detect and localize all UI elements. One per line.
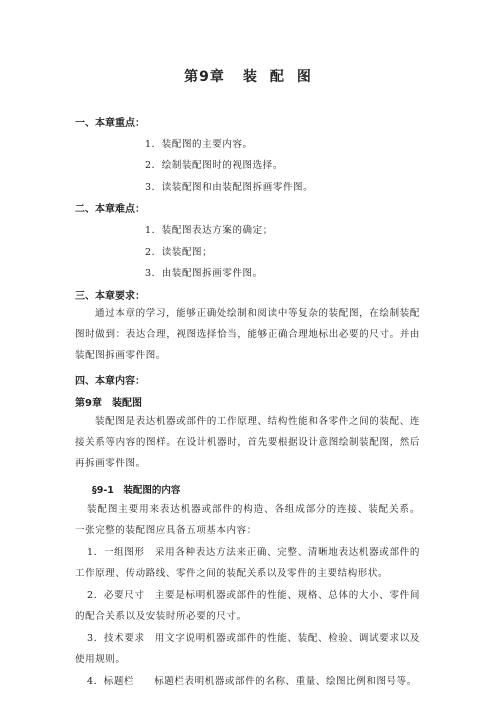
chapter-heading: 第9章 装配图 [75, 398, 142, 409]
section-heading: §9-1 装配图的内容 [92, 485, 181, 496]
heading-difficulties: 二、本章难点： [75, 204, 145, 215]
content-item: 4．标题栏 标题栏表明机器或部件的名称、重量、绘图比例和图号等。 [87, 676, 417, 687]
requirements-paragraph: 通过本章的学习，能够正确处绘制和阅读中等复杂的装配图，在绘制装配图时做到：表达合理，视图选择恰当，能够正确合理地标出必要的尺寸。并由装配图拆画零件图。 [75, 308, 420, 361]
content-item: 2．必要尺寸 主要是标明机器或部件的性能、规格、总体的大小、零件间的配合关系以及安装时所必要的尺寸。 [75, 590, 420, 622]
section-intro-paragraph: 装配图主要用来表达机器或部件的构造、各组成部分的连接、装配关系。一张完整的装配图应具备五项基本内容： [75, 504, 420, 536]
chapter-title-char: 图 [296, 69, 312, 85]
chapter-number: 第9章 [184, 69, 225, 85]
key-point-item: 1．装配图的主要内容。 [145, 139, 253, 150]
key-point-item: 3．读装配图和由装配图拆画零件图。 [145, 182, 314, 193]
content-item: 3．技术要求 用文字说明机器或部件的性能、装配、检验、调试要求以及使用规则。 [75, 633, 420, 665]
chapter-title-char: 装 [242, 69, 258, 85]
difficulty-item: 1．装配图表达方案的确定； [145, 225, 273, 236]
difficulty-item: 3．由装配图拆画零件图。 [145, 268, 263, 279]
intro-paragraph: 装配图是表达机器或部件的工作原理、结构性能和各零件之间的装配、连接关系等内容的图样。在设计机器时，首先要根据设计意图绘制装配图，然后再拆画零件图。 [75, 416, 420, 469]
difficulty-item: 2．读装配图； [145, 247, 213, 258]
heading-key-points: 一、本章重点： [75, 118, 145, 129]
chapter-title-char: 配 [269, 69, 285, 85]
chapter-title [0, 66, 496, 86]
content-item: 1．一组图形 采用各种表达方法来正确、完整、清晰地表达机器或部件的工作原理、传动路线、零件之间的装配关系以及零件的主要结构形状。 [75, 547, 420, 579]
heading-content: 四、本章内容： [75, 376, 145, 387]
key-point-item: 2．绘制装配图时的视图选择。 [145, 160, 283, 171]
heading-requirements: 三、本章要求： [75, 291, 145, 302]
